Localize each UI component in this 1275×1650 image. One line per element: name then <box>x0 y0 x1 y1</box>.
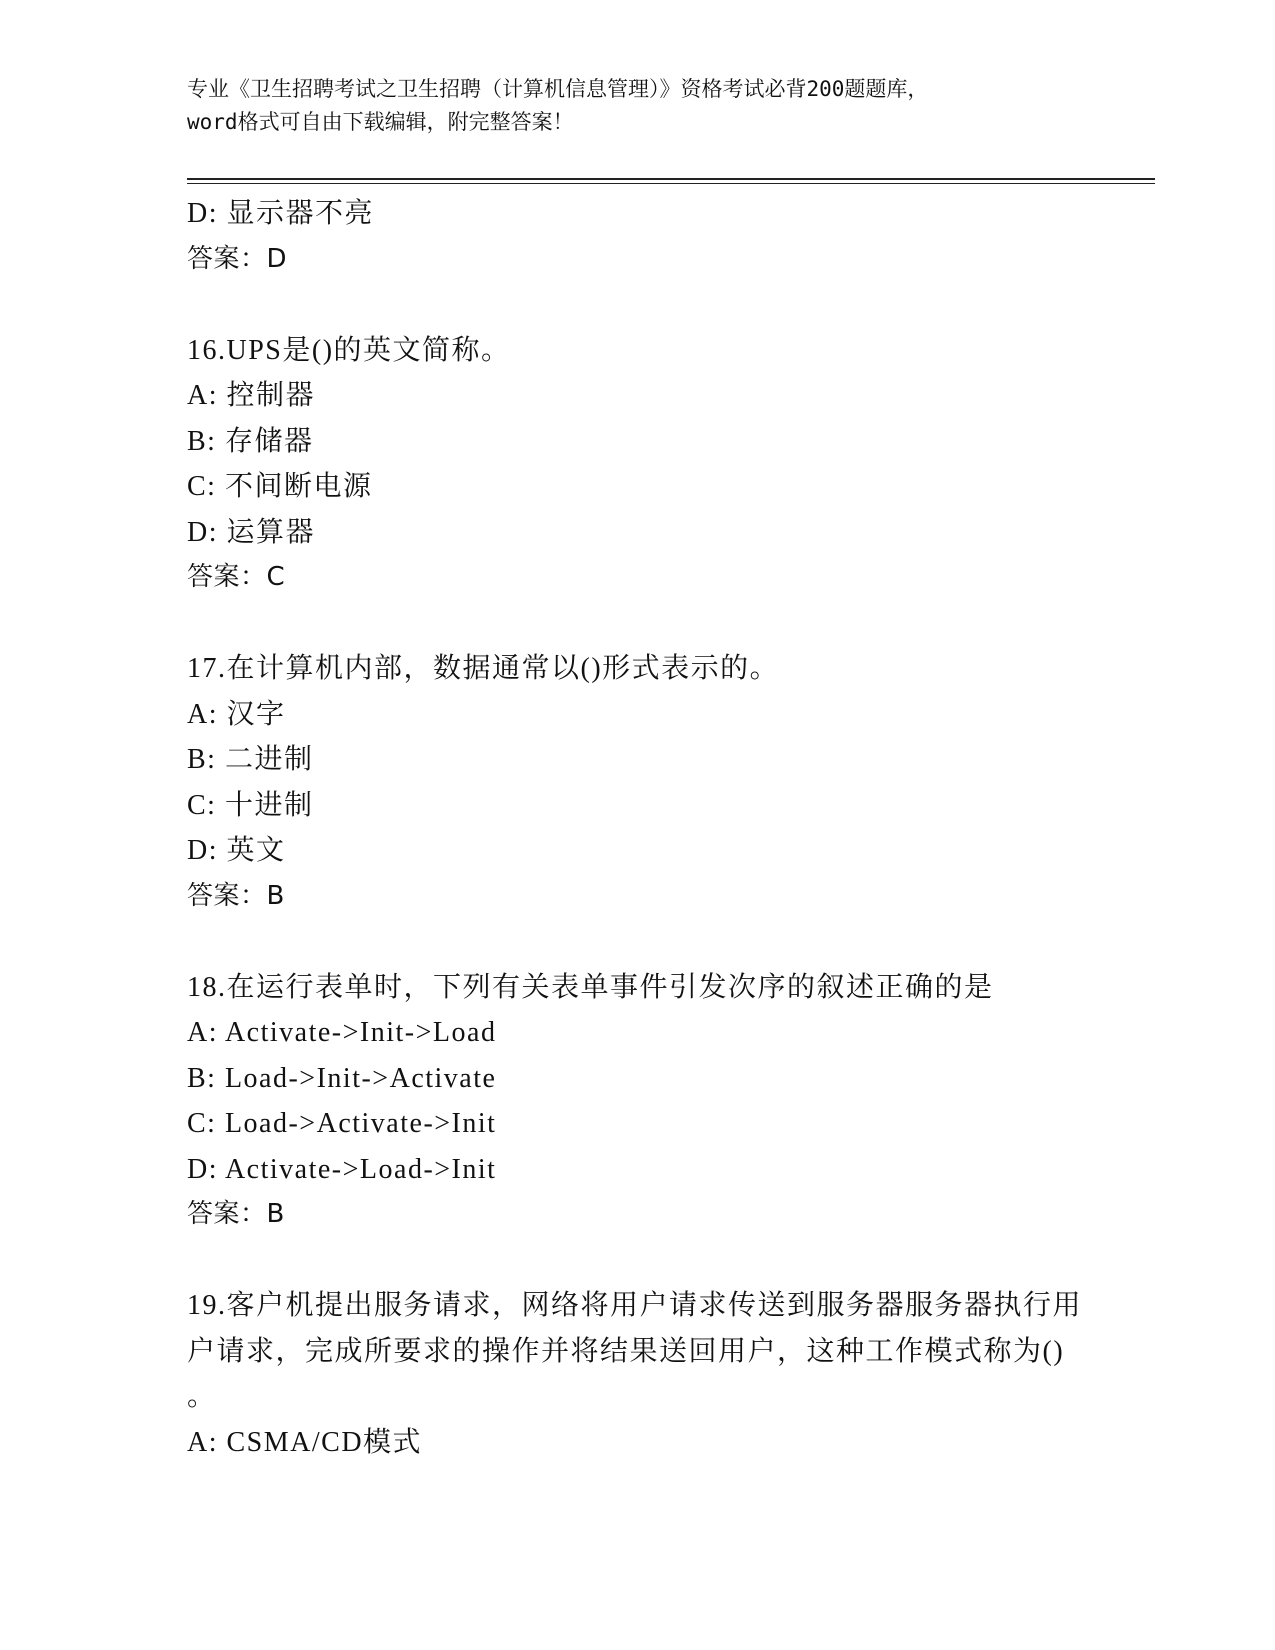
question-content <box>187 191 1087 1465</box>
header-title-line-2: word格式可自由下载编辑，附完整答案！ <box>187 110 574 134</box>
question-stem: 17.在计算机内部，数据通常以()形式表示的。 <box>187 653 780 684</box>
answer-line: 答案：B <box>187 1199 285 1229</box>
question-stem: 16.UPS是()的英文简称。 <box>187 334 511 366</box>
question-16 <box>187 328 1087 601</box>
spacer <box>187 601 1087 647</box>
question-stem-line-3: 。 <box>187 1381 217 1412</box>
question-17 <box>187 646 1087 919</box>
question-stem-line-2: 户请求，完成所要求的操作并将结果送回用户，这种工作模式称为() <box>187 1335 1065 1367</box>
question-stem-line-1: 19.客户机提出服务请求，网络将用户请求传送到服务器服务器执行用 <box>187 1290 1083 1321</box>
option-d: D: Activate->Load->Init <box>187 1153 497 1185</box>
question-stem: 18.在运行表单时，下列有关表单事件引发次序的叙述正确的是 <box>187 971 994 1003</box>
option-d: D: 显示器不亮 <box>187 198 375 229</box>
spacer <box>187 1238 1087 1284</box>
spacer <box>187 282 1087 328</box>
option-b: B: Load->Init->Activate <box>187 1062 497 1094</box>
answer-line: 答案：C <box>187 562 286 592</box>
option-c: C: 不间断电源 <box>187 471 373 502</box>
document-header <box>187 73 1087 139</box>
spacer <box>187 919 1087 965</box>
option-a: A: 汉字 <box>187 698 286 730</box>
option-a: A: Activate->Init->Load <box>187 1017 497 1048</box>
option-d: D: 英文 <box>187 835 286 866</box>
header-title-line-1: 专业《卫生招聘考试之卫生招聘（计算机信息管理）》资格考试必背200题题库， <box>187 77 929 101</box>
option-c: C: 十进制 <box>187 789 314 821</box>
option-a: A: 控制器 <box>187 380 316 411</box>
option-b: B: 存储器 <box>187 425 314 457</box>
answer-line: 答案：D <box>187 243 288 274</box>
option-c: C: Load->Activate->Init <box>187 1108 497 1139</box>
question-15-tail <box>187 191 1087 282</box>
question-19 <box>187 1283 1087 1465</box>
header-divider-thick <box>187 178 1155 180</box>
option-d: D: 运算器 <box>187 516 316 548</box>
option-b: B: 二进制 <box>187 744 314 775</box>
question-18 <box>187 965 1087 1238</box>
answer-line: 答案：B <box>187 880 285 911</box>
header-divider-thin <box>187 183 1155 184</box>
option-a: A: CSMA/CD模式 <box>187 1426 423 1458</box>
